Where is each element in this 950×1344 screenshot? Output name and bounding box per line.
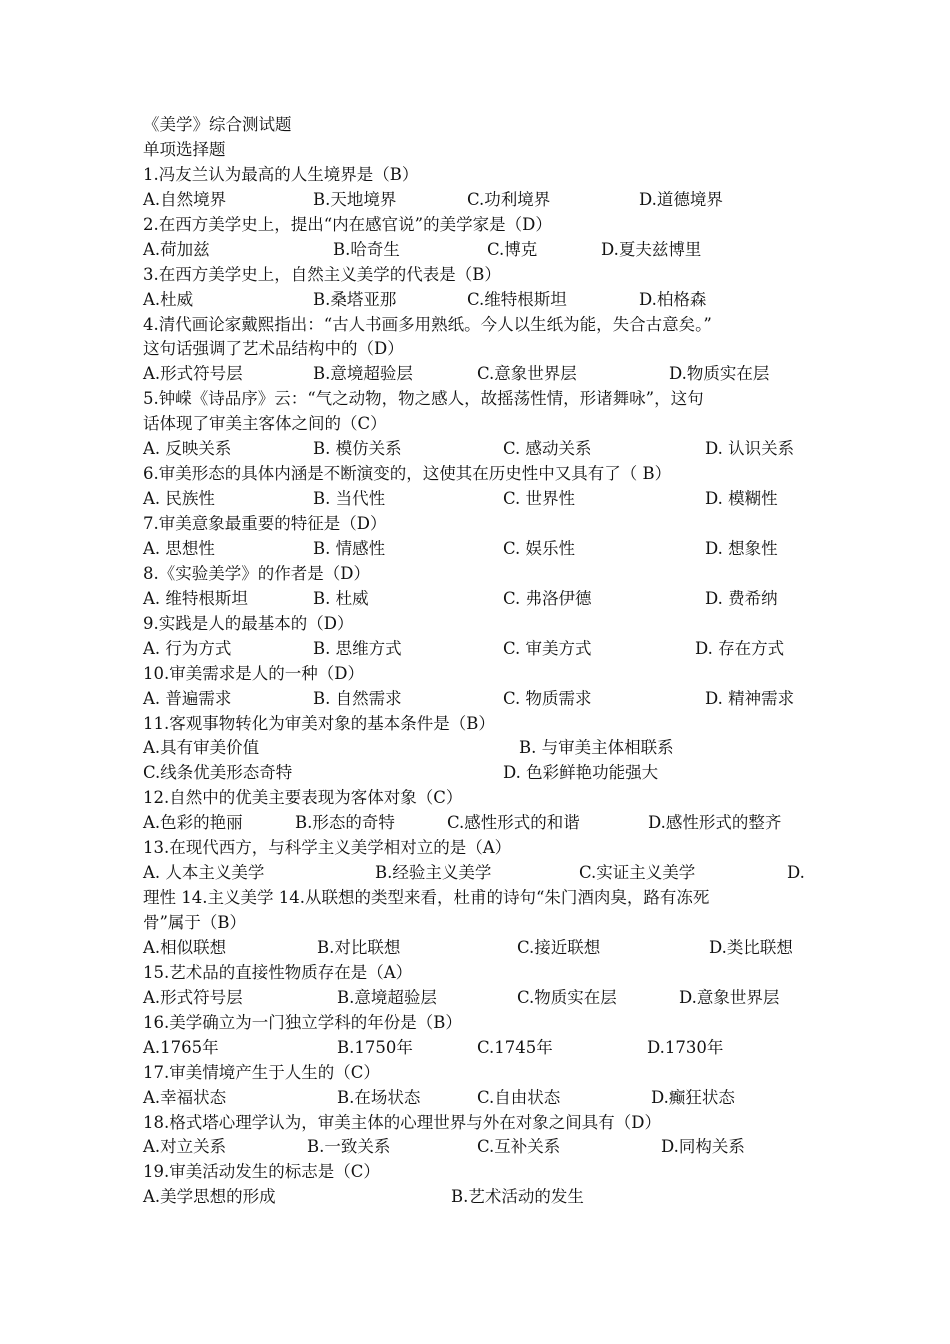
option-text: D. 认识关系 [705, 439, 795, 459]
option-text: A. 维特根斯坦 [143, 588, 248, 608]
option-text: C. 物质需求 [503, 688, 592, 708]
option-text: D. 精神需求 [705, 688, 795, 708]
question-line [143, 163, 823, 188]
question-text: 10.审美需求是人的一种（D） [143, 663, 364, 683]
question-line [143, 337, 823, 362]
option-text: A.相似联想 [143, 937, 227, 957]
option-text: A. 思想性 [143, 538, 215, 558]
option-text: D. 存在方式 [695, 638, 785, 658]
options-row [143, 936, 823, 961]
option-text: C.功利境界 [467, 189, 551, 209]
option-text: B.对比联想 [317, 937, 401, 957]
question-text: 这句话强调了艺术品结构中的（D） [143, 339, 404, 359]
option-text: D.感性形式的整齐 [648, 813, 782, 833]
option-text: A.形式符号层 [143, 364, 243, 384]
option-text: C.线条优美形态奇特 [143, 763, 293, 783]
options-row [143, 761, 823, 786]
question-text: 5.钟嵘《诗品序》云：“气之动物，物之感人，故摇荡性情，形诸舞咏”，这句 [143, 389, 704, 409]
option-text: C. 娱乐性 [503, 538, 576, 558]
option-text: C.意象世界层 [477, 364, 577, 384]
option-text: D.柏格森 [639, 289, 707, 309]
option-text: B.在场状态 [337, 1087, 421, 1107]
question-line [143, 1160, 823, 1185]
question-line [143, 562, 823, 587]
option-text: D. 想象性 [705, 538, 778, 558]
title-text: 《美学》综合测试题 [143, 115, 292, 134]
option-text: A.幸福状态 [143, 1087, 227, 1107]
option-text: B. 情感性 [313, 538, 386, 558]
option-text: D. [787, 863, 805, 883]
options-row [143, 437, 823, 462]
option-text: A.荷加兹 [143, 239, 210, 259]
option-text: A.形式符号层 [143, 987, 243, 1007]
question-text: 7.审美意象最重要的特征是（D） [143, 514, 387, 533]
option-text: D.物质实在层 [669, 364, 770, 384]
question-text: 11.客观事物转化为审美对象的基本条件是（B） [143, 713, 495, 733]
options-row [143, 537, 823, 562]
document-page [143, 113, 823, 1210]
options-row [143, 288, 823, 313]
option-text: B.意境超验层 [337, 987, 437, 1007]
question-text: 19.审美活动发生的标志是（C） [143, 1162, 380, 1182]
option-text: A. 行为方式 [143, 638, 232, 658]
question-text: 15.艺术品的直接性物质存在是（A） [143, 962, 413, 982]
question-line [143, 662, 823, 687]
option-text: B. 杜威 [313, 588, 369, 608]
question-text: 2.在西方美学史上，提出“内在感官说”的美学家是（D） [143, 214, 552, 234]
options-row [143, 188, 823, 213]
question-text: 1.冯友兰认为最高的人生境界是（B） [143, 164, 419, 184]
question-text: 16.美学确立为一门独立学科的年份是（B） [143, 1012, 462, 1032]
option-text: B.意境超验层 [313, 364, 413, 384]
option-text: D. 费希纳 [705, 588, 778, 608]
option-text: C.物质实在层 [517, 987, 617, 1007]
option-text: B.一致关系 [307, 1137, 391, 1157]
option-text: A. 民族性 [143, 489, 215, 509]
option-text: C.互补关系 [477, 1137, 561, 1157]
option-text: D. 模糊性 [705, 489, 778, 509]
options-row [143, 736, 823, 761]
option-text: D.同构关系 [661, 1137, 745, 1157]
option-text: C.感性形式的和谐 [447, 813, 580, 833]
option-text: D.夏夫兹博里 [601, 239, 702, 259]
question-line [143, 712, 823, 737]
option-text: C.1745年 [477, 1037, 553, 1057]
section-heading [143, 138, 823, 163]
option-text: A.对立关系 [143, 1137, 227, 1157]
question-text: 6.审美形态的具体内涵是不断演变的，这使其在历史性中又具有了（ B） [143, 464, 672, 484]
question-line [143, 836, 823, 861]
question-line [143, 387, 823, 412]
options-row [143, 1135, 823, 1160]
option-text: A.自然境界 [143, 189, 227, 209]
option-text: B.经验主义美学 [375, 863, 492, 883]
options-row [143, 687, 823, 712]
question-line [143, 412, 823, 437]
question-line [143, 313, 823, 338]
options-row [143, 637, 823, 662]
options-row [143, 861, 823, 886]
option-text: B. 与审美主体相联系 [519, 738, 674, 758]
option-text: B.形态的奇特 [295, 813, 395, 833]
option-text: B.哈奇生 [333, 239, 400, 259]
option-text: D.意象世界层 [679, 987, 780, 1007]
question-text: 理性 14.主义美学 14.从联想的类型来看，杜甫的诗句“朱门酒肉臭，路有冻死 [143, 888, 710, 908]
question-line [143, 1111, 823, 1136]
question-line [143, 886, 823, 911]
option-text: A.1765年 [143, 1037, 219, 1057]
option-text: A. 普遍需求 [143, 688, 232, 708]
question-text: 13.在现代西方，与科学主义美学相对立的是（A） [143, 838, 512, 858]
option-text: C.博克 [487, 239, 538, 259]
option-text: A.杜威 [143, 289, 194, 309]
options-row [143, 811, 823, 836]
option-text: B.1750年 [337, 1037, 413, 1057]
question-text: 9.实践是人的最基本的（D） [143, 613, 354, 633]
option-text: B. 思维方式 [313, 638, 402, 658]
question-text: 3.在西方美学史上，自然主义美学的代表是（B） [143, 264, 501, 284]
question-line [143, 961, 823, 986]
question-list [143, 163, 823, 1210]
option-text: A.具有审美价值 [143, 738, 260, 758]
option-text: A.色彩的艳丽 [143, 813, 243, 833]
option-text: C.接近联想 [517, 937, 601, 957]
question-line [143, 786, 823, 811]
options-row [143, 487, 823, 512]
option-text: A. 反映关系 [143, 439, 232, 459]
option-text: B. 自然需求 [313, 688, 402, 708]
options-row [143, 587, 823, 612]
question-text: 4.清代画论家戴熙指出：“古人书画多用熟纸。今人以生纸为能，失合古意矣。” [143, 314, 712, 334]
option-text: C.自由状态 [477, 1087, 561, 1107]
question-text: 17.审美情境产生于人生的（C） [143, 1062, 380, 1082]
option-text: D.类比联想 [709, 937, 793, 957]
question-line [143, 1011, 823, 1036]
document-title [143, 113, 823, 138]
option-text: C. 世界性 [503, 489, 576, 509]
question-line [143, 512, 823, 537]
option-text: C. 感动关系 [503, 439, 592, 459]
option-text: A. 人本主义美学 [143, 863, 265, 883]
question-text: 8.《实验美学》的作者是（D） [143, 563, 370, 583]
section-text: 单项选择题 [143, 139, 226, 159]
option-text: C. 弗洛伊德 [503, 588, 592, 608]
options-row [143, 1036, 823, 1061]
option-text: D.道德境界 [639, 189, 723, 209]
question-line [143, 263, 823, 288]
question-text: 18.格式塔心理学认为，审美主体的心理世界与外在对象之间具有（D） [143, 1112, 661, 1132]
option-text: B.天地境界 [313, 189, 397, 209]
option-text: D.1730年 [647, 1037, 724, 1057]
option-text: D.癫狂状态 [651, 1087, 735, 1107]
option-text: C.维特根斯坦 [467, 289, 567, 309]
question-line [143, 462, 823, 487]
question-text: 12.自然中的优美主要表现为客体对象（C） [143, 788, 463, 808]
option-text: A.美学思想的形成 [143, 1187, 276, 1207]
option-text: C. 审美方式 [503, 638, 592, 658]
option-text: B. 当代性 [313, 489, 386, 509]
options-row [143, 362, 823, 387]
options-row [143, 1185, 823, 1210]
option-text: B. 模仿关系 [313, 439, 402, 459]
options-row [143, 1086, 823, 1111]
option-text: D. 色彩鲜艳功能强大 [503, 763, 659, 783]
question-text: 话体现了审美主客体之间的（C） [143, 414, 387, 434]
question-text: 骨”属于（B） [143, 913, 247, 932]
option-text: C.实证主义美学 [579, 863, 696, 883]
option-text: B.桑塔亚那 [313, 289, 397, 309]
question-line [143, 911, 823, 936]
options-row [143, 238, 823, 263]
question-line [143, 612, 823, 637]
option-text: B.艺术活动的发生 [451, 1187, 584, 1207]
options-row [143, 986, 823, 1011]
question-line [143, 1061, 823, 1086]
question-line [143, 213, 823, 238]
